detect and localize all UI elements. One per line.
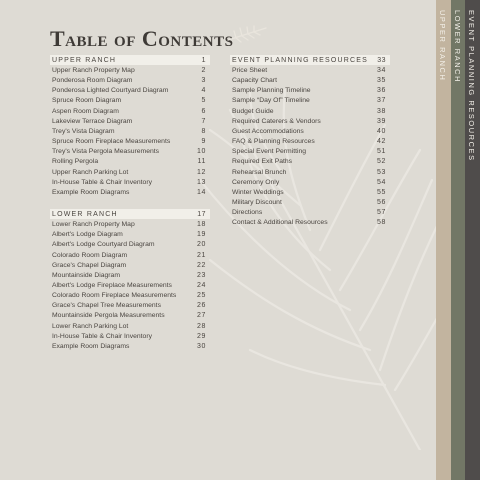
entry-page: 37 (377, 97, 386, 105)
entry-label: Lower Ranch Parking Lot (52, 322, 129, 330)
entry-label: Albert's Lodge Courtyard Diagram (52, 241, 155, 249)
entry-label: Guest Accommodations (232, 127, 304, 135)
entry-label: Rolling Pergola (52, 158, 99, 166)
entry-label: Budget Guide (232, 107, 274, 115)
entry-page: 19 (197, 231, 206, 239)
toc-entry[interactable] (50, 322, 210, 332)
entry-label: Ceremony Only (232, 178, 280, 186)
entry-page: 57 (377, 209, 386, 217)
section-title: LOWER RANCH (52, 210, 118, 218)
entry-label: Upper Ranch Parking Lot (52, 168, 129, 176)
toc-entry[interactable] (50, 261, 210, 271)
upper-ranch-list (50, 66, 210, 198)
entry-label: Special Event Permitting (232, 148, 307, 156)
entry-label: Trey's Vista Diagram (52, 127, 115, 135)
toc-entry[interactable] (230, 218, 390, 228)
toc-entry[interactable] (230, 198, 390, 208)
toc-entry[interactable] (50, 281, 210, 291)
toc-entry[interactable] (50, 251, 210, 261)
section-header-lower-ranch[interactable] (50, 209, 210, 219)
toc-entry[interactable] (50, 147, 210, 157)
entry-page: 26 (197, 302, 206, 310)
section-gap (50, 198, 210, 209)
toc-entry[interactable] (230, 86, 390, 96)
entry-page: 58 (377, 219, 386, 227)
entry-page: 52 (377, 158, 386, 166)
entry-page: 9 (201, 138, 206, 146)
section-title: UPPER RANCH (52, 56, 117, 64)
entry-page: 55 (377, 188, 386, 196)
entry-label: Mountainside Pergola Measurements (52, 312, 165, 320)
toc-entry[interactable] (230, 147, 390, 157)
entry-page: 25 (197, 292, 206, 300)
toc-entry[interactable] (230, 117, 390, 127)
toc-entry[interactable] (50, 220, 210, 230)
section-page-number: 33 (377, 56, 386, 64)
tab-label: LOWER RANCH (453, 10, 462, 84)
toc-entry[interactable] (50, 107, 210, 117)
toc-entry[interactable] (230, 66, 390, 76)
entry-page: 20 (197, 241, 206, 249)
entry-page: 53 (377, 168, 386, 176)
entry-page: 34 (377, 67, 386, 74)
entry-label: In-House Table & Chair Inventory (52, 178, 152, 186)
entry-label: In-House Table & Chair Inventory (52, 332, 152, 340)
entry-page: 40 (377, 127, 386, 135)
toc-entry[interactable] (50, 240, 210, 250)
toc-entry[interactable] (50, 117, 210, 127)
tab-label: EVENT PLANNING RESOURCES (467, 10, 476, 162)
entry-page: 18 (197, 221, 206, 229)
sprig-icon (226, 24, 270, 44)
entry-label: Lower Ranch Property Map (52, 221, 135, 229)
lower-ranch-list (50, 220, 210, 352)
toc-entry[interactable] (50, 188, 210, 198)
entry-page: 27 (197, 312, 206, 320)
entry-page: 42 (377, 138, 386, 146)
entry-label: Capacity Chart (232, 77, 277, 85)
entry-page: 28 (197, 322, 206, 330)
entry-label: FAQ & Planning Resources (232, 138, 315, 146)
entry-label: Albert's Lodge Diagram (52, 231, 123, 239)
tab-upper-ranch[interactable] (436, 0, 451, 480)
section-header-event-planning[interactable] (230, 55, 390, 65)
entry-page: 14 (197, 188, 206, 196)
entry-label: Required Exit Paths (232, 158, 293, 166)
entry-label: Albert's Lodge Fireplace Measurements (52, 281, 172, 289)
entry-label: Trey's Vista Pergola Measurements (52, 148, 160, 156)
entry-label: Price Sheet (232, 67, 268, 74)
entry-label: Ponderosa Lighted Courtyard Diagram (52, 87, 169, 95)
section-page-number: 17 (197, 210, 206, 218)
toc-entry[interactable] (50, 66, 210, 76)
entry-page: 35 (377, 77, 386, 85)
section-title: EVENT PLANNING RESOURCES (232, 56, 369, 64)
toc-entry[interactable] (230, 76, 390, 86)
toc-entry[interactable] (50, 271, 210, 281)
toc-entry[interactable] (50, 178, 210, 188)
toc-entry[interactable] (50, 301, 210, 311)
tab-label: UPPER RANCH (438, 10, 447, 82)
toc-entry[interactable] (230, 127, 390, 137)
entry-page: 39 (377, 117, 386, 125)
entry-page: 24 (197, 281, 206, 289)
entry-page: 54 (377, 178, 386, 186)
entry-label: Directions (232, 209, 263, 217)
section-header-upper-ranch[interactable] (50, 55, 210, 65)
entry-page: 13 (197, 178, 206, 186)
toc-entry[interactable] (230, 178, 390, 188)
entry-page: 36 (377, 87, 386, 95)
entry-page: 4 (201, 87, 206, 95)
entry-label: Military Discount (232, 199, 282, 207)
entry-page: 8 (201, 127, 206, 135)
entry-label: Lakeview Terrace Diagram (52, 117, 133, 125)
entry-label: Rehearsal Brunch (232, 168, 287, 176)
entry-label: Ponderosa Room Diagram (52, 77, 133, 85)
toc-entry[interactable] (230, 157, 390, 167)
entry-page: 56 (377, 199, 386, 207)
toc-entry[interactable] (230, 168, 390, 178)
toc-entry[interactable] (50, 137, 210, 147)
entry-page: 51 (377, 148, 386, 156)
entry-page: 6 (201, 107, 206, 115)
toc-right-column (230, 55, 390, 229)
entry-page: 22 (197, 261, 206, 269)
entry-page: 11 (197, 158, 206, 166)
toc-entry[interactable] (50, 157, 210, 167)
entry-label: Aspen Room Diagram (52, 107, 119, 115)
entry-label: Grace's Chapel Diagram (52, 261, 127, 269)
entry-label: Grace's Chapel Tree Measurements (52, 302, 161, 310)
entry-label: Colorado Room Diagram (52, 251, 128, 259)
entry-page: 7 (201, 117, 206, 125)
entry-label: Spruce Room Fireplace Measurements (52, 138, 171, 146)
toc-entry[interactable] (230, 188, 390, 198)
tab-lower-ranch[interactable] (451, 0, 465, 480)
toc-entry[interactable] (50, 86, 210, 96)
toc-entry[interactable] (50, 291, 210, 301)
entry-page: 2 (201, 67, 206, 74)
entry-label: Colorado Room Fireplace Measurements (52, 292, 177, 300)
toc-entry[interactable] (50, 168, 210, 178)
entry-label: Sample Planning Timeline (232, 87, 311, 95)
entry-label: Example Room Diagrams (52, 188, 130, 196)
toc-entry[interactable] (50, 76, 210, 86)
entry-label: Required Caterers & Vendors (232, 117, 321, 125)
toc-entry[interactable] (230, 208, 390, 218)
toc-entry[interactable] (230, 107, 390, 117)
entry-page: 5 (201, 97, 206, 105)
entry-label: Contact & Additional Resources (232, 219, 328, 227)
entry-label: Sample “Day Of” Timeline (232, 97, 310, 105)
entry-page: 10 (197, 148, 206, 156)
section-page-number: 1 (201, 56, 206, 64)
toc-entry[interactable] (50, 342, 210, 352)
toc-entry[interactable] (50, 332, 210, 342)
entry-label: Mountainside Diagram (52, 271, 121, 279)
toc-left-column (50, 55, 210, 352)
entry-label: Example Room Diagrams (52, 342, 130, 350)
entry-page: 23 (197, 271, 206, 279)
toc-entry[interactable] (50, 311, 210, 321)
tab-event-planning-resources[interactable] (465, 0, 480, 480)
event-planning-list (230, 66, 390, 229)
toc-entry[interactable] (50, 96, 210, 106)
entry-label: Spruce Room Diagram (52, 97, 122, 105)
entry-label: Winter Weddings (232, 188, 284, 196)
toc-entry[interactable] (230, 96, 390, 106)
page-title: Table of Contents (50, 26, 234, 51)
entry-page: 21 (197, 251, 206, 259)
toc-entry[interactable] (230, 137, 390, 147)
entry-page: 30 (197, 342, 206, 350)
entry-page: 38 (377, 107, 386, 115)
entry-label: Upper Ranch Property Map (52, 67, 135, 74)
entry-page: 29 (197, 332, 206, 340)
entry-page: 12 (197, 168, 206, 176)
entry-page: 3 (201, 77, 206, 85)
toc-entry[interactable] (50, 127, 210, 137)
toc-entry[interactable] (50, 230, 210, 240)
